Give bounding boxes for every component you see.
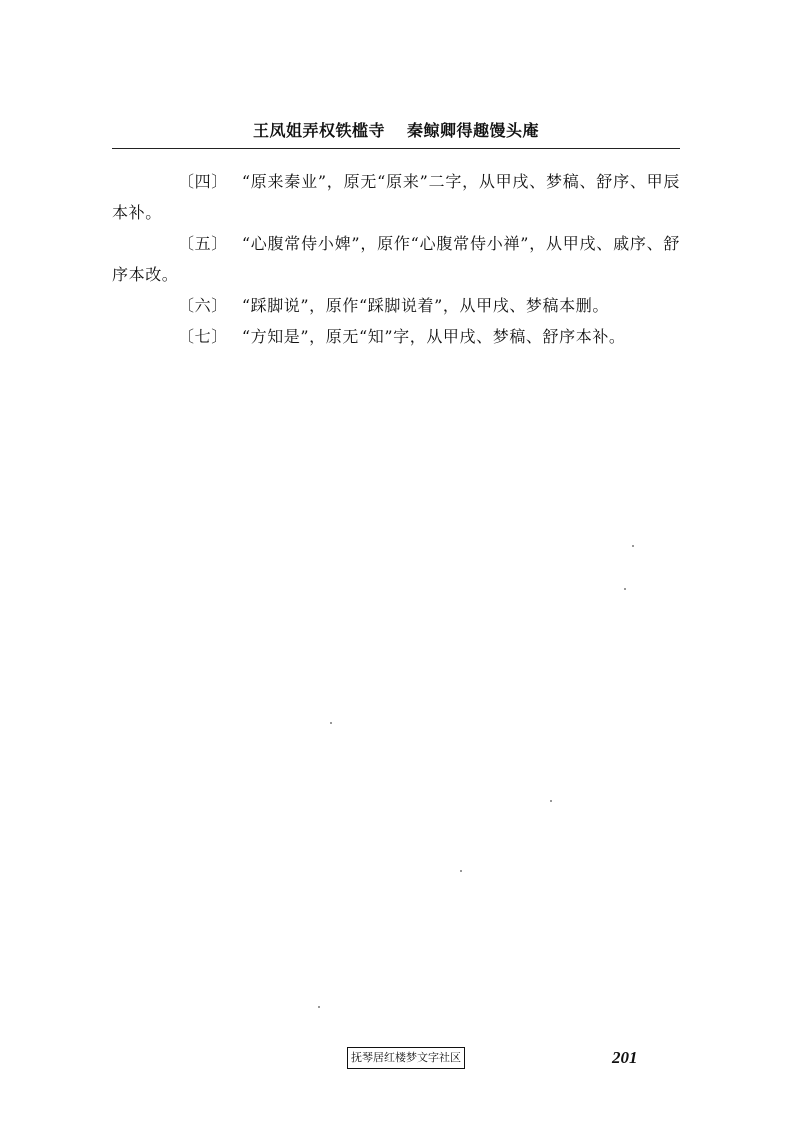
note-text: “原来秦业”，原无“原来”二字，从甲戌、梦稿、舒序、甲辰本补。: [112, 172, 680, 222]
note-marker: 〔五〕: [178, 234, 228, 253]
scan-speck: [550, 800, 552, 802]
note-marker: 〔六〕: [178, 296, 228, 315]
scan-speck: [632, 545, 634, 547]
note-marker: 〔七〕: [178, 327, 228, 346]
note-item: [112, 321, 680, 352]
collation-notes: [112, 166, 680, 352]
running-header-left: 王凤姐弄权铁槛寺: [252, 121, 385, 140]
page-number: 201: [612, 1048, 638, 1067]
running-header: [112, 118, 680, 141]
note-item: [112, 166, 680, 228]
source-stamp: 抚琴居红楼梦文字社区: [347, 1047, 465, 1069]
note-text: “方知是”，原无“知”字，从甲戌、梦稿、舒序本补。: [241, 327, 626, 346]
header-rule: [112, 148, 680, 149]
note-text: “踩脚说”，原作“踩脚说着”，从甲戌、梦稿本删。: [241, 296, 609, 315]
scan-speck: [460, 870, 462, 872]
note-marker: 〔四〕: [178, 172, 228, 191]
scan-speck: [330, 722, 332, 724]
note-text: “心腹常侍小婢”，原作“心腹常侍小禅”，从甲戌、戚序、舒序本改。: [112, 234, 680, 284]
note-item: [112, 290, 680, 321]
scan-speck: [624, 588, 626, 590]
note-item: [112, 228, 680, 290]
scan-speck: [318, 1006, 320, 1008]
running-header-right: 秦鲸卿得趣馒头庵: [407, 121, 540, 140]
